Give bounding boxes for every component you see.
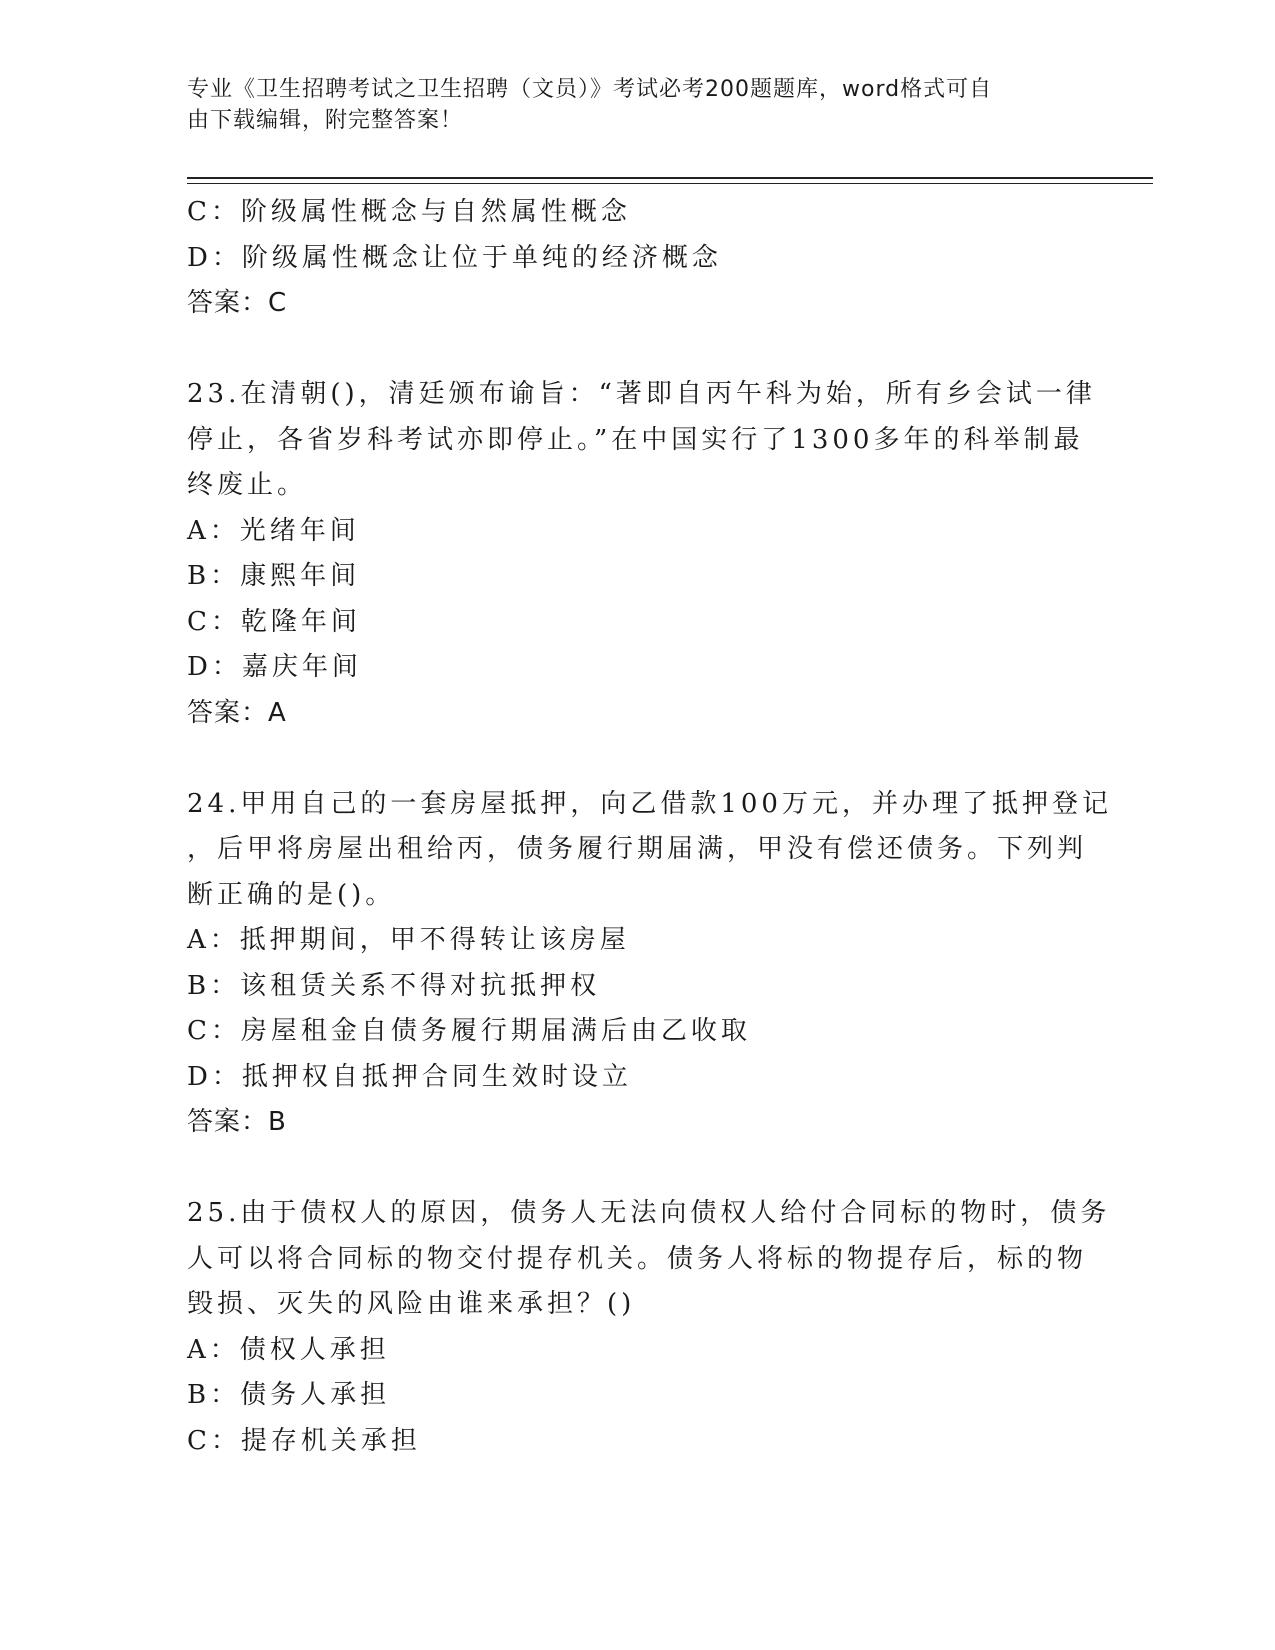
answer-line: 答案：B	[187, 1107, 287, 1137]
header-title-line-1: 专业《卫生招聘考试之卫生招聘（文员）》考试必考200题题库，word格式可自	[187, 77, 993, 102]
question-stem-line: 断正确的是()。	[187, 879, 396, 910]
question-content	[187, 190, 1112, 1464]
header-rule-thick	[187, 177, 1153, 179]
question-stem-line: 人可以将合同标的物交付提存机关。债务人将标的物提存后，标的物	[187, 1243, 1088, 1274]
question-stem-line: 24.甲用自己的一套房屋抵押，向乙借款100万元，并办理了抵押登记	[187, 788, 1112, 819]
option-d: D：抵押权自抵押合同生效时设立	[187, 1061, 632, 1092]
option-b: B：该租赁关系不得对抗抵押权	[187, 970, 601, 1001]
document-header	[187, 74, 1087, 136]
option-b: B：债务人承担	[187, 1380, 391, 1410]
option-c: C：提存机关承担	[187, 1425, 421, 1456]
option-d: D：阶级属性概念让位于单纯的经济概念	[187, 242, 722, 273]
question-24	[187, 782, 1112, 1146]
question-gap	[187, 1146, 1087, 1192]
answer-line: 答案：C	[187, 288, 288, 318]
header-rule-thin	[187, 183, 1153, 184]
question-stem-line: 23.在清朝()，清廷颁布谕旨：“著即自丙午科为始，所有乡会试一律	[187, 379, 1096, 409]
option-c: C：乾隆年间	[187, 606, 361, 637]
option-a: A：债权人承担	[187, 1334, 390, 1365]
option-a: A：抵押期间，甲不得转让该房屋	[187, 925, 630, 955]
question-stem-line: 停止，各省岁科考试亦即停止。”在中国实行了1300多年的科举制最	[187, 424, 1084, 455]
option-c: C：阶级属性概念与自然属性概念	[187, 197, 631, 227]
option-c: C：房屋租金自债务履行期届满后由乙收取	[187, 1016, 751, 1046]
option-d: D：嘉庆年间	[187, 652, 362, 682]
answer-line: 答案：A	[187, 697, 287, 728]
question-22-continued	[187, 190, 1087, 327]
header-title-line-2: 由下载编辑，附完整答案！	[187, 108, 464, 133]
question-stem-line: ，后甲将房屋出租给丙，债务履行期届满，甲没有偿还债务。下列判	[187, 834, 1088, 864]
option-a: A：光绪年间	[187, 515, 360, 546]
question-gap	[187, 327, 1087, 373]
question-25	[187, 1191, 1111, 1464]
question-stem-line: 毁损、灭失的风险由谁来承担？()	[187, 1289, 636, 1319]
question-23	[187, 372, 1096, 736]
option-b: B：康熙年间	[187, 561, 361, 591]
question-stem-line: 终废止。	[187, 470, 308, 500]
question-gap	[187, 736, 1087, 782]
question-stem-line: 25.由于债权人的原因，债务人无法向债权人给付合同标的物时，债务	[187, 1198, 1111, 1228]
